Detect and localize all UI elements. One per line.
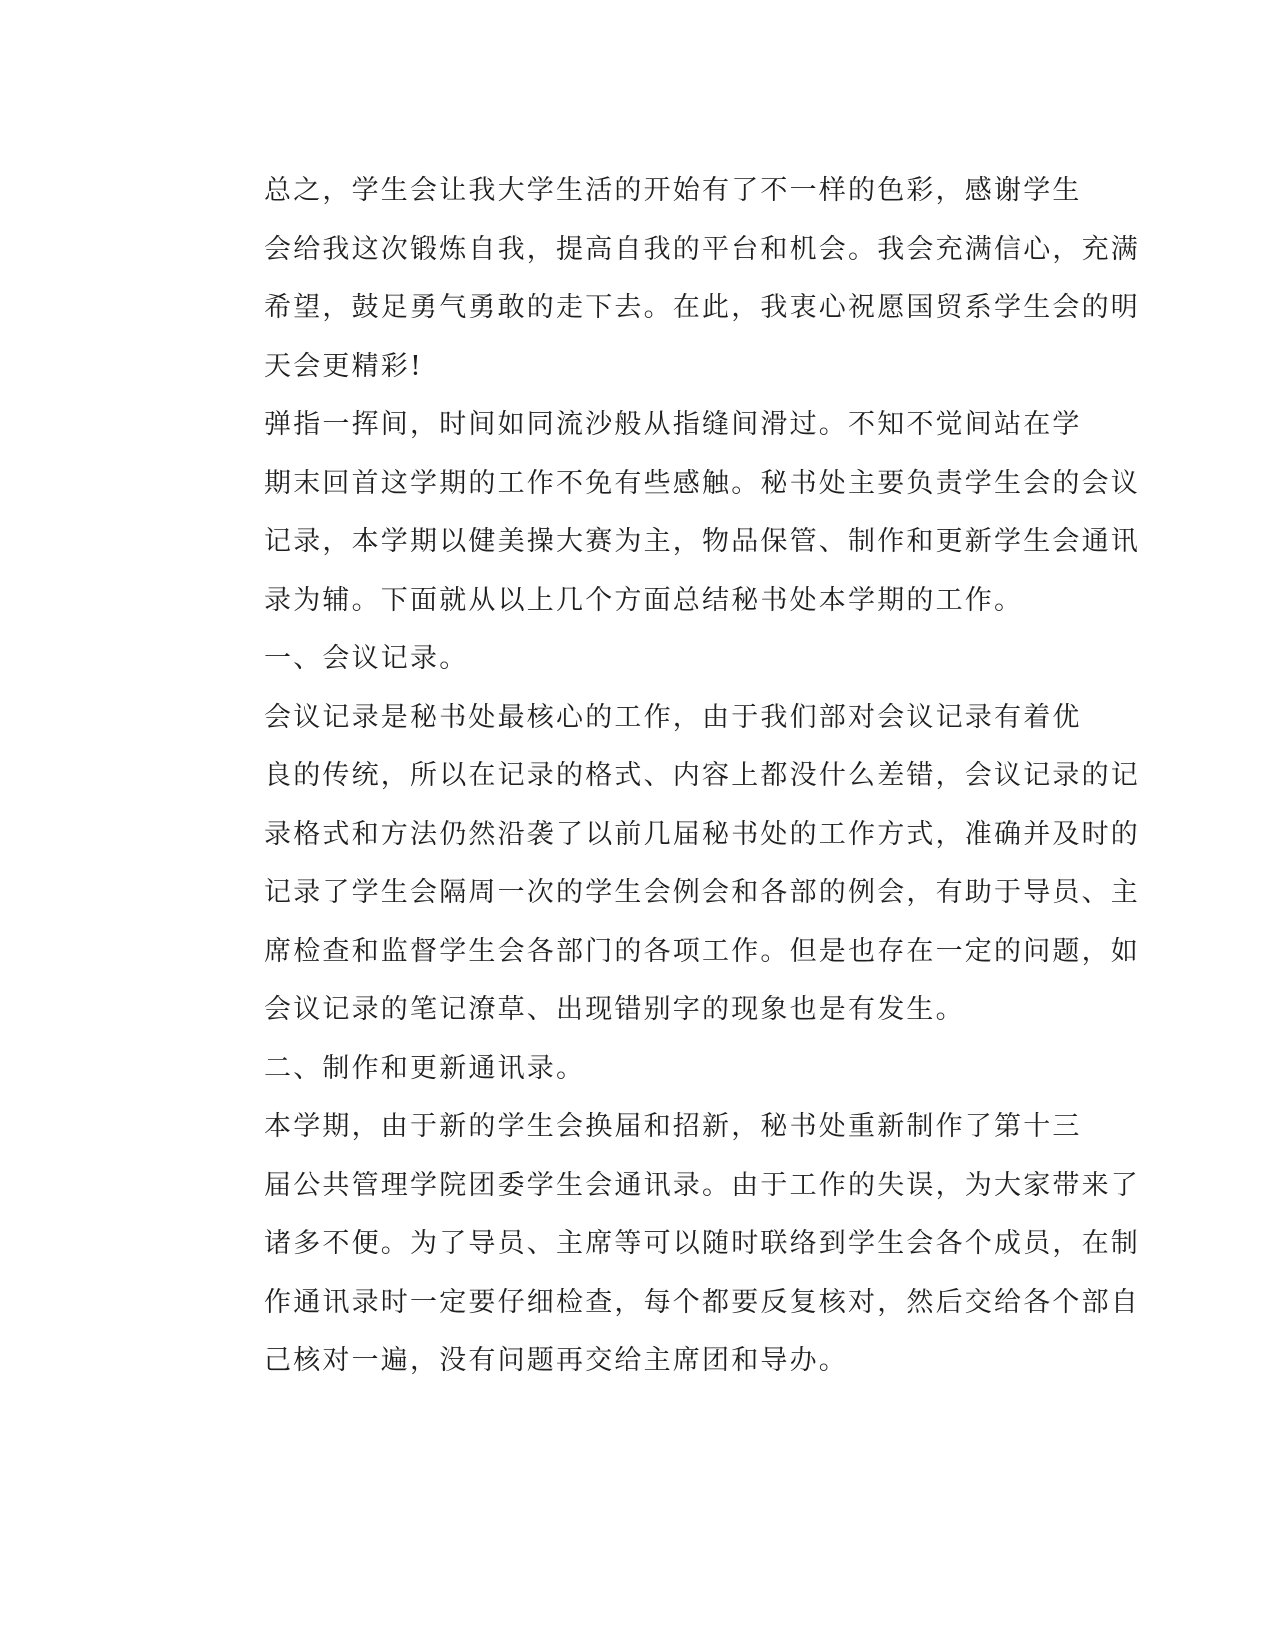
text-line: 己核对一遍，没有问题再交给主席团和导办。 [264, 1345, 848, 1376]
text-line: 二、制作和更新通讯录。 [264, 1052, 586, 1084]
document-body [189, 162, 1140, 1391]
text-line: 记录了学生会隔周一次的学生会例会和各部的例会，有助于导员、主 [264, 877, 1140, 908]
text-line: 届公共管理学院团委学生会通讯录。由于工作的失误，为大家带来了 [264, 1169, 1140, 1201]
text-line: 作通讯录时一定要仔细检查，每个都要反复核对，然后交给各个部自 [264, 1286, 1140, 1318]
text-line: 良的传统，所以在记录的格式、内容上都没什么差错，会议记录的记 [264, 760, 1140, 791]
text-line: 会议记录是秘书处最核心的工作，由于我们部对会议记录有着优 [264, 701, 1082, 733]
text-line: 总之，学生会让我大学生活的开始有了不一样的色彩，感谢学生 [264, 175, 1082, 206]
section-heading-directory [189, 1040, 1079, 1099]
text-line: 期末回首这学期的工作不免有些感触。秘书处主要负责学生会的会议 [264, 467, 1140, 499]
text-line: 诸多不便。为了导员、主席等可以随时联络到学生会各个成员，在制 [264, 1228, 1140, 1259]
text-line: 会议记录的笔记潦草、出现错别字的现象也是有发生。 [264, 994, 965, 1025]
text-line: 录格式和方法仍然沿袭了以前几届秘书处的工作方式，准确并及时的 [264, 818, 1140, 850]
section-heading-meeting-records [189, 630, 1079, 689]
text-line: 本学期，由于新的学生会换届和招新，秘书处重新制作了第十三 [264, 1111, 1082, 1142]
paragraph-intro [189, 396, 1140, 630]
text-line: 弹指一挥间，时间如同流沙般从指缝间滑过。不知不觉间站在学 [264, 409, 1082, 440]
text-line: 录为辅。下面就从以上几个方面总结秘书处本学期的工作。 [264, 584, 1024, 616]
text-line: 会给我这次锻炼自我，提高自我的平台和机会。我会充满信心，充满 [264, 233, 1140, 265]
text-line: 记录，本学期以健美操大赛为主，物品保管、制作和更新学生会通讯 [264, 526, 1140, 557]
paragraph-conclusion [189, 162, 1140, 396]
text-line: 一、会议记录。 [264, 643, 469, 674]
text-line: 席检查和监督学生会各部门的各项工作。但是也存在一定的问题，如 [264, 935, 1140, 967]
paragraph-meeting-records [189, 689, 1140, 1040]
text-line: 天会更精彩! [264, 350, 424, 382]
text-line: 希望，鼓足勇气勇敢的走下去。在此，我衷心祝愿国贸系学生会的明 [264, 292, 1140, 323]
paragraph-directory [189, 1098, 1140, 1391]
